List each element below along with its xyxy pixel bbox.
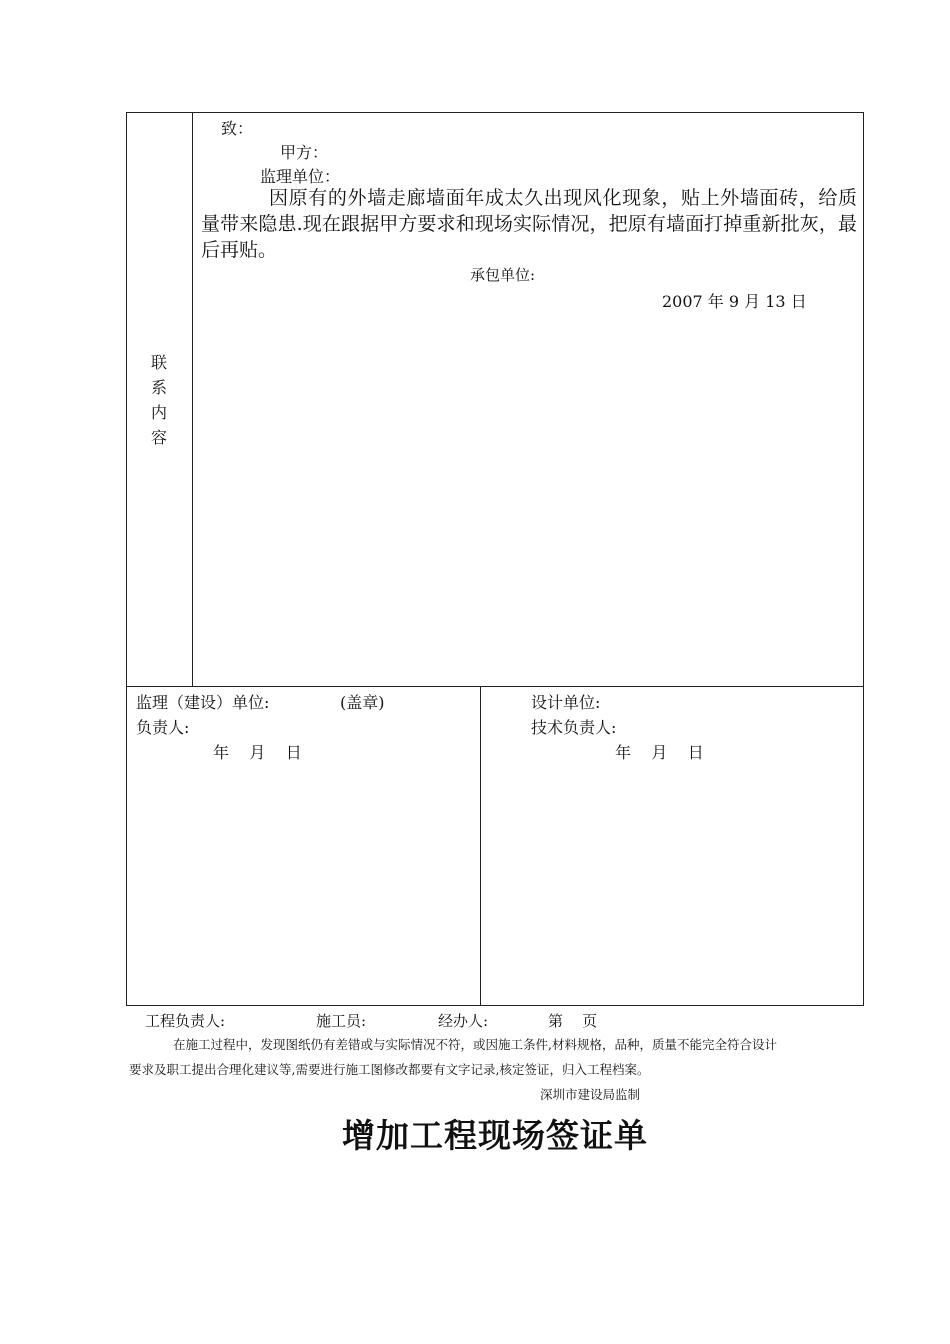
- label-column-divider: [192, 112, 193, 687]
- table-top-border: [126, 112, 864, 113]
- contractor-label: 承包单位:: [470, 266, 536, 284]
- engineer-label: 工程负责人:: [145, 1012, 226, 1030]
- issuer-label: 深圳市建设局监制: [540, 1087, 641, 1102]
- side-label-char: 系: [150, 378, 167, 397]
- table-left-border: [126, 112, 127, 1006]
- to-label: 致：: [221, 119, 254, 138]
- page-label: 第 页: [548, 1012, 598, 1030]
- right-person-label: 技术负责人:: [531, 718, 617, 737]
- side-label: [148, 350, 170, 450]
- side-label-char: 内: [150, 403, 167, 422]
- right-date-label: 年 月 日: [615, 743, 704, 762]
- note-line-2: 要求及职工提出合理化建议等,需要进行施工图修改都要有文字记录,核定签证，归入工程档案。: [129, 1062, 650, 1077]
- supervision-unit-label: 监理（建设）单位:: [136, 693, 270, 712]
- side-label-char: 容: [150, 428, 167, 447]
- supervisor-label: 监理单位：: [260, 167, 341, 186]
- signature-column-divider: [480, 686, 481, 1006]
- handler-label: 经办人:: [438, 1012, 489, 1030]
- note-line-1: 在施工过程中，发现图纸仍有差错或与实际情况不符，或因施工条件,材料规格，品种，质量不能完全符合设计: [173, 1037, 777, 1052]
- party-a-label: 甲方：: [280, 143, 329, 162]
- date-text: 2007 年 9 月 13 日: [662, 292, 807, 311]
- table-right-border: [863, 112, 864, 1006]
- constructor-label: 施工员:: [316, 1012, 367, 1030]
- design-unit-label: 设计单位:: [531, 693, 601, 712]
- side-label-char: 联: [150, 353, 167, 372]
- document-title: 增加工程现场签证单: [342, 1116, 648, 1155]
- left-date-label: 年 月 日: [213, 743, 302, 762]
- table-bottom-border: [126, 1005, 864, 1006]
- left-person-label: 负责人:: [136, 718, 190, 737]
- stamp-label: (盖章): [340, 693, 385, 712]
- content-text: 因原有的外墙走廊墙面年成太久出现风化现象，贴上外墙面砖，给质量带来隐患.现在跟据甲方要求和现场实际情况，把原有墙面打掉重新批灰，最后再贴。: [201, 187, 857, 261]
- table-middle-border: [126, 686, 864, 687]
